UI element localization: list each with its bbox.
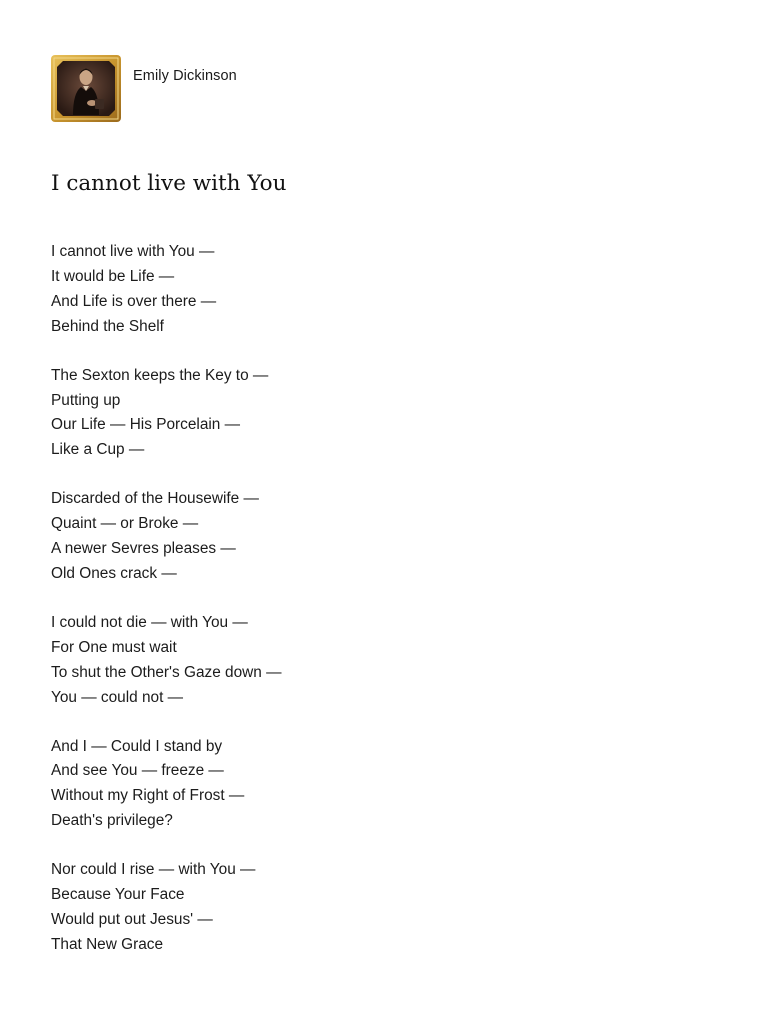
poem-line: That New Grace bbox=[51, 935, 164, 953]
poem-title: I cannot live with You bbox=[51, 171, 287, 196]
poem-line: Would put out Jesus' — bbox=[51, 910, 213, 928]
poem-body bbox=[51, 240, 711, 982]
poem-line: You — could not — bbox=[51, 688, 184, 706]
poem-line: Like a Cup — bbox=[51, 441, 145, 459]
stanza bbox=[51, 858, 711, 958]
poem-line: Without my Right of Frost — bbox=[51, 787, 245, 805]
poem-line: Death's privilege? bbox=[51, 812, 173, 830]
stanza bbox=[51, 735, 711, 835]
poem-line: I cannot live with You — bbox=[51, 243, 215, 260]
author-avatar[interactable] bbox=[51, 55, 121, 122]
poem-line: For One must wait bbox=[51, 638, 177, 656]
poem-line: Old Ones crack — bbox=[51, 564, 177, 582]
author-header bbox=[51, 55, 237, 123]
poem-line: Nor could I rise — with You — bbox=[51, 861, 256, 879]
author-name[interactable]: Emily Dickinson bbox=[133, 68, 237, 84]
stanza bbox=[51, 611, 711, 711]
poem-line: Behind the Shelf bbox=[51, 317, 164, 335]
poem-line: Putting up bbox=[51, 391, 121, 409]
poem-line: A newer Sevres pleases — bbox=[51, 540, 236, 558]
poem-line: And I — Could I stand by bbox=[51, 737, 223, 755]
poem-line: Discarded of the Housewife — bbox=[51, 490, 259, 508]
poem-line: And Life is over there — bbox=[51, 292, 217, 310]
poem-line: It would be Life — bbox=[51, 267, 175, 285]
stanza bbox=[51, 487, 711, 587]
poem-line: The Sexton keeps the Key to — bbox=[51, 366, 269, 384]
stanza bbox=[51, 364, 711, 464]
poem-line: I could not die — with You — bbox=[51, 613, 248, 631]
poem-line: Because Your Face bbox=[51, 886, 185, 904]
poem-line: To shut the Other's Gaze down — bbox=[51, 663, 282, 681]
author-portrait-icon bbox=[51, 55, 121, 122]
poem-line: Our Life — His Porcelain — bbox=[51, 416, 241, 434]
poem-line: Quaint — or Broke — bbox=[51, 515, 199, 533]
stanza bbox=[51, 240, 711, 340]
poem-line: And see You — freeze — bbox=[51, 762, 224, 780]
